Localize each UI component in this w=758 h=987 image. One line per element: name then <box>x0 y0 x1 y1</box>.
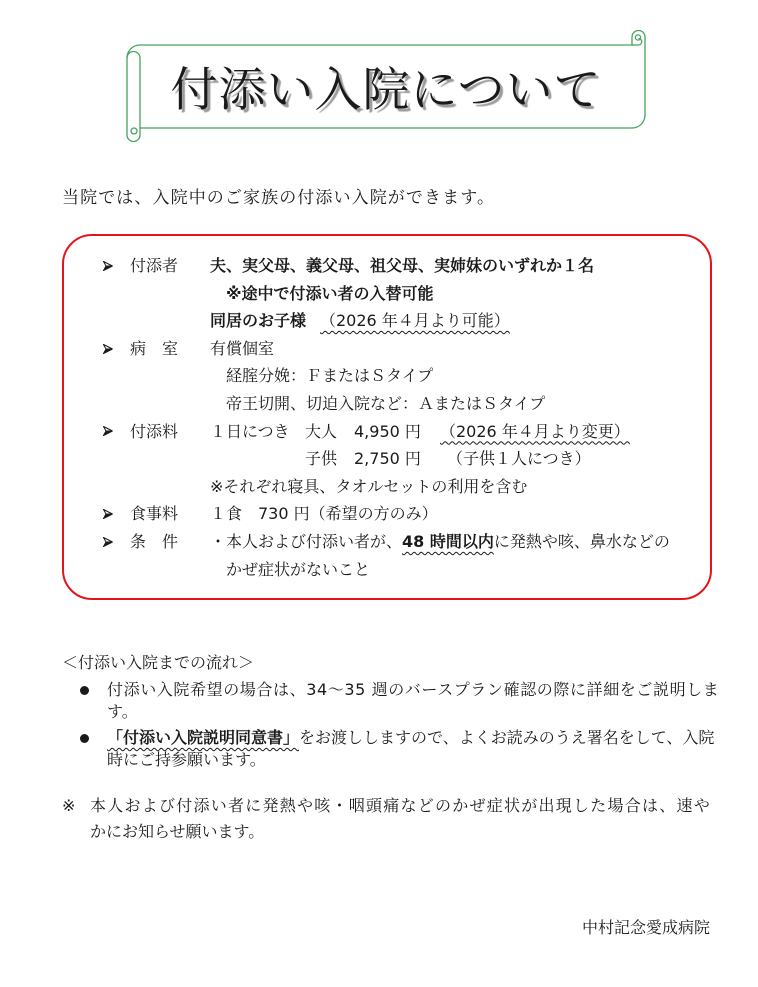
caregiver-child-note: （2026 年４月より可能） <box>320 311 510 331</box>
note-line-1: 本人および付添い者に発熱や咳・咽頭痛などのかぜ症状が出現した場合は、速や <box>90 796 712 815</box>
fee-child-note: （子供１人につき） <box>447 449 591 469</box>
room-type: 有償個室 <box>210 338 275 358</box>
condition-text-after: に発熱や咳、鼻水などの <box>493 531 670 551</box>
hospital-name: 中村記念愛成病院 <box>582 918 711 937</box>
flow-item-1-line-2: す。 <box>107 702 138 721</box>
detail-label-room: 病 室 <box>130 338 179 358</box>
detail-row-fee-adult <box>64 418 710 446</box>
arrow-bullet-icon <box>103 261 113 271</box>
detail-row-room-vaginal <box>64 362 710 390</box>
intro-text: 当院では、入院中のご家族の付添い入院ができます。 <box>62 188 496 208</box>
detail-row-room <box>64 335 710 363</box>
fee-per-day: １日につき <box>210 421 290 441</box>
condition-emphasis: 48 時間以内 <box>402 531 494 551</box>
details-box <box>62 234 712 600</box>
detail-row-room-cesarean <box>64 390 710 418</box>
fee-adult-label: 大人 <box>305 421 338 441</box>
detail-row-fee-child <box>64 445 710 473</box>
bullet-icon <box>80 734 89 743</box>
fee-adult-note: （2026 年４月より変更） <box>440 421 630 441</box>
detail-row-fee-includes <box>64 473 710 501</box>
arrow-bullet-icon <box>103 509 113 519</box>
fee-adult-amount: 4,950 円 <box>354 421 421 441</box>
fee-child-amount: 2,750 円 <box>354 449 421 469</box>
fee-includes: ※それぞれ寝具、タオルセットの利用を含む <box>210 476 528 496</box>
meal-unit: １食 <box>210 504 243 524</box>
caregiver-swap-note: ※途中で付添い者の入替可能 <box>226 283 434 303</box>
consent-form-name: 「付添い入院説明同意書」 <box>107 728 300 747</box>
flow-item-2-line-1 <box>107 727 714 749</box>
meal-amount: 730 円（希望の方のみ） <box>258 504 438 524</box>
condition-line-2: かぜ症状がないこと <box>226 559 371 579</box>
condition-line-1 <box>210 528 670 556</box>
detail-row-condition <box>64 528 710 556</box>
fee-child-label: 子供 <box>305 449 338 469</box>
arrow-bullet-icon <box>103 537 113 547</box>
arrow-bullet-icon <box>103 344 113 354</box>
detail-label-condition: 条 件 <box>130 531 179 551</box>
flow-heading: ＜付添い入院までの流れ＞ <box>62 653 255 672</box>
detail-row-meal <box>64 500 710 528</box>
condition-text-before: ・本人および付添い者が、 <box>210 531 403 551</box>
flow-item-1-line-1: 付添い入院希望の場合は、34～35 週のバースプラン確認の際に詳細をご説明しま <box>107 680 720 699</box>
detail-label-meal: 食事料 <box>130 504 179 524</box>
arrow-bullet-icon <box>103 426 113 436</box>
flow-item-2-line-2: 時にご持参願います。 <box>107 750 266 769</box>
room-cesarean: 帝王切開、切迫入院など：ＡまたはＳタイプ <box>226 393 546 413</box>
caregiver-child: 同居のお子様 <box>210 311 307 331</box>
detail-label-fee: 付添料 <box>130 421 179 441</box>
detail-label-caregiver: 付添者 <box>130 256 179 275</box>
detail-row-caregiver-swap <box>64 280 710 308</box>
room-vaginal-delivery: 経腟分娩：ＦまたはＳタイプ <box>226 366 434 386</box>
note-mark: ※ <box>62 796 76 815</box>
detail-row-condition-2 <box>64 556 710 584</box>
detail-row-caregiver-child <box>64 307 710 335</box>
flow-item-2-text: をお渡ししますので、よくお読みのうえ署名をして、入院 <box>299 728 715 747</box>
note-line-2: かにお知らせ願います。 <box>90 822 265 841</box>
detail-row-caregiver <box>64 252 710 280</box>
page-title: 付添い入院について <box>170 63 602 118</box>
caregiver-eligible: 夫、実父母、義父母、祖父母、実姉妹のいずれか１名 <box>210 256 595 275</box>
bullet-icon <box>80 686 89 695</box>
